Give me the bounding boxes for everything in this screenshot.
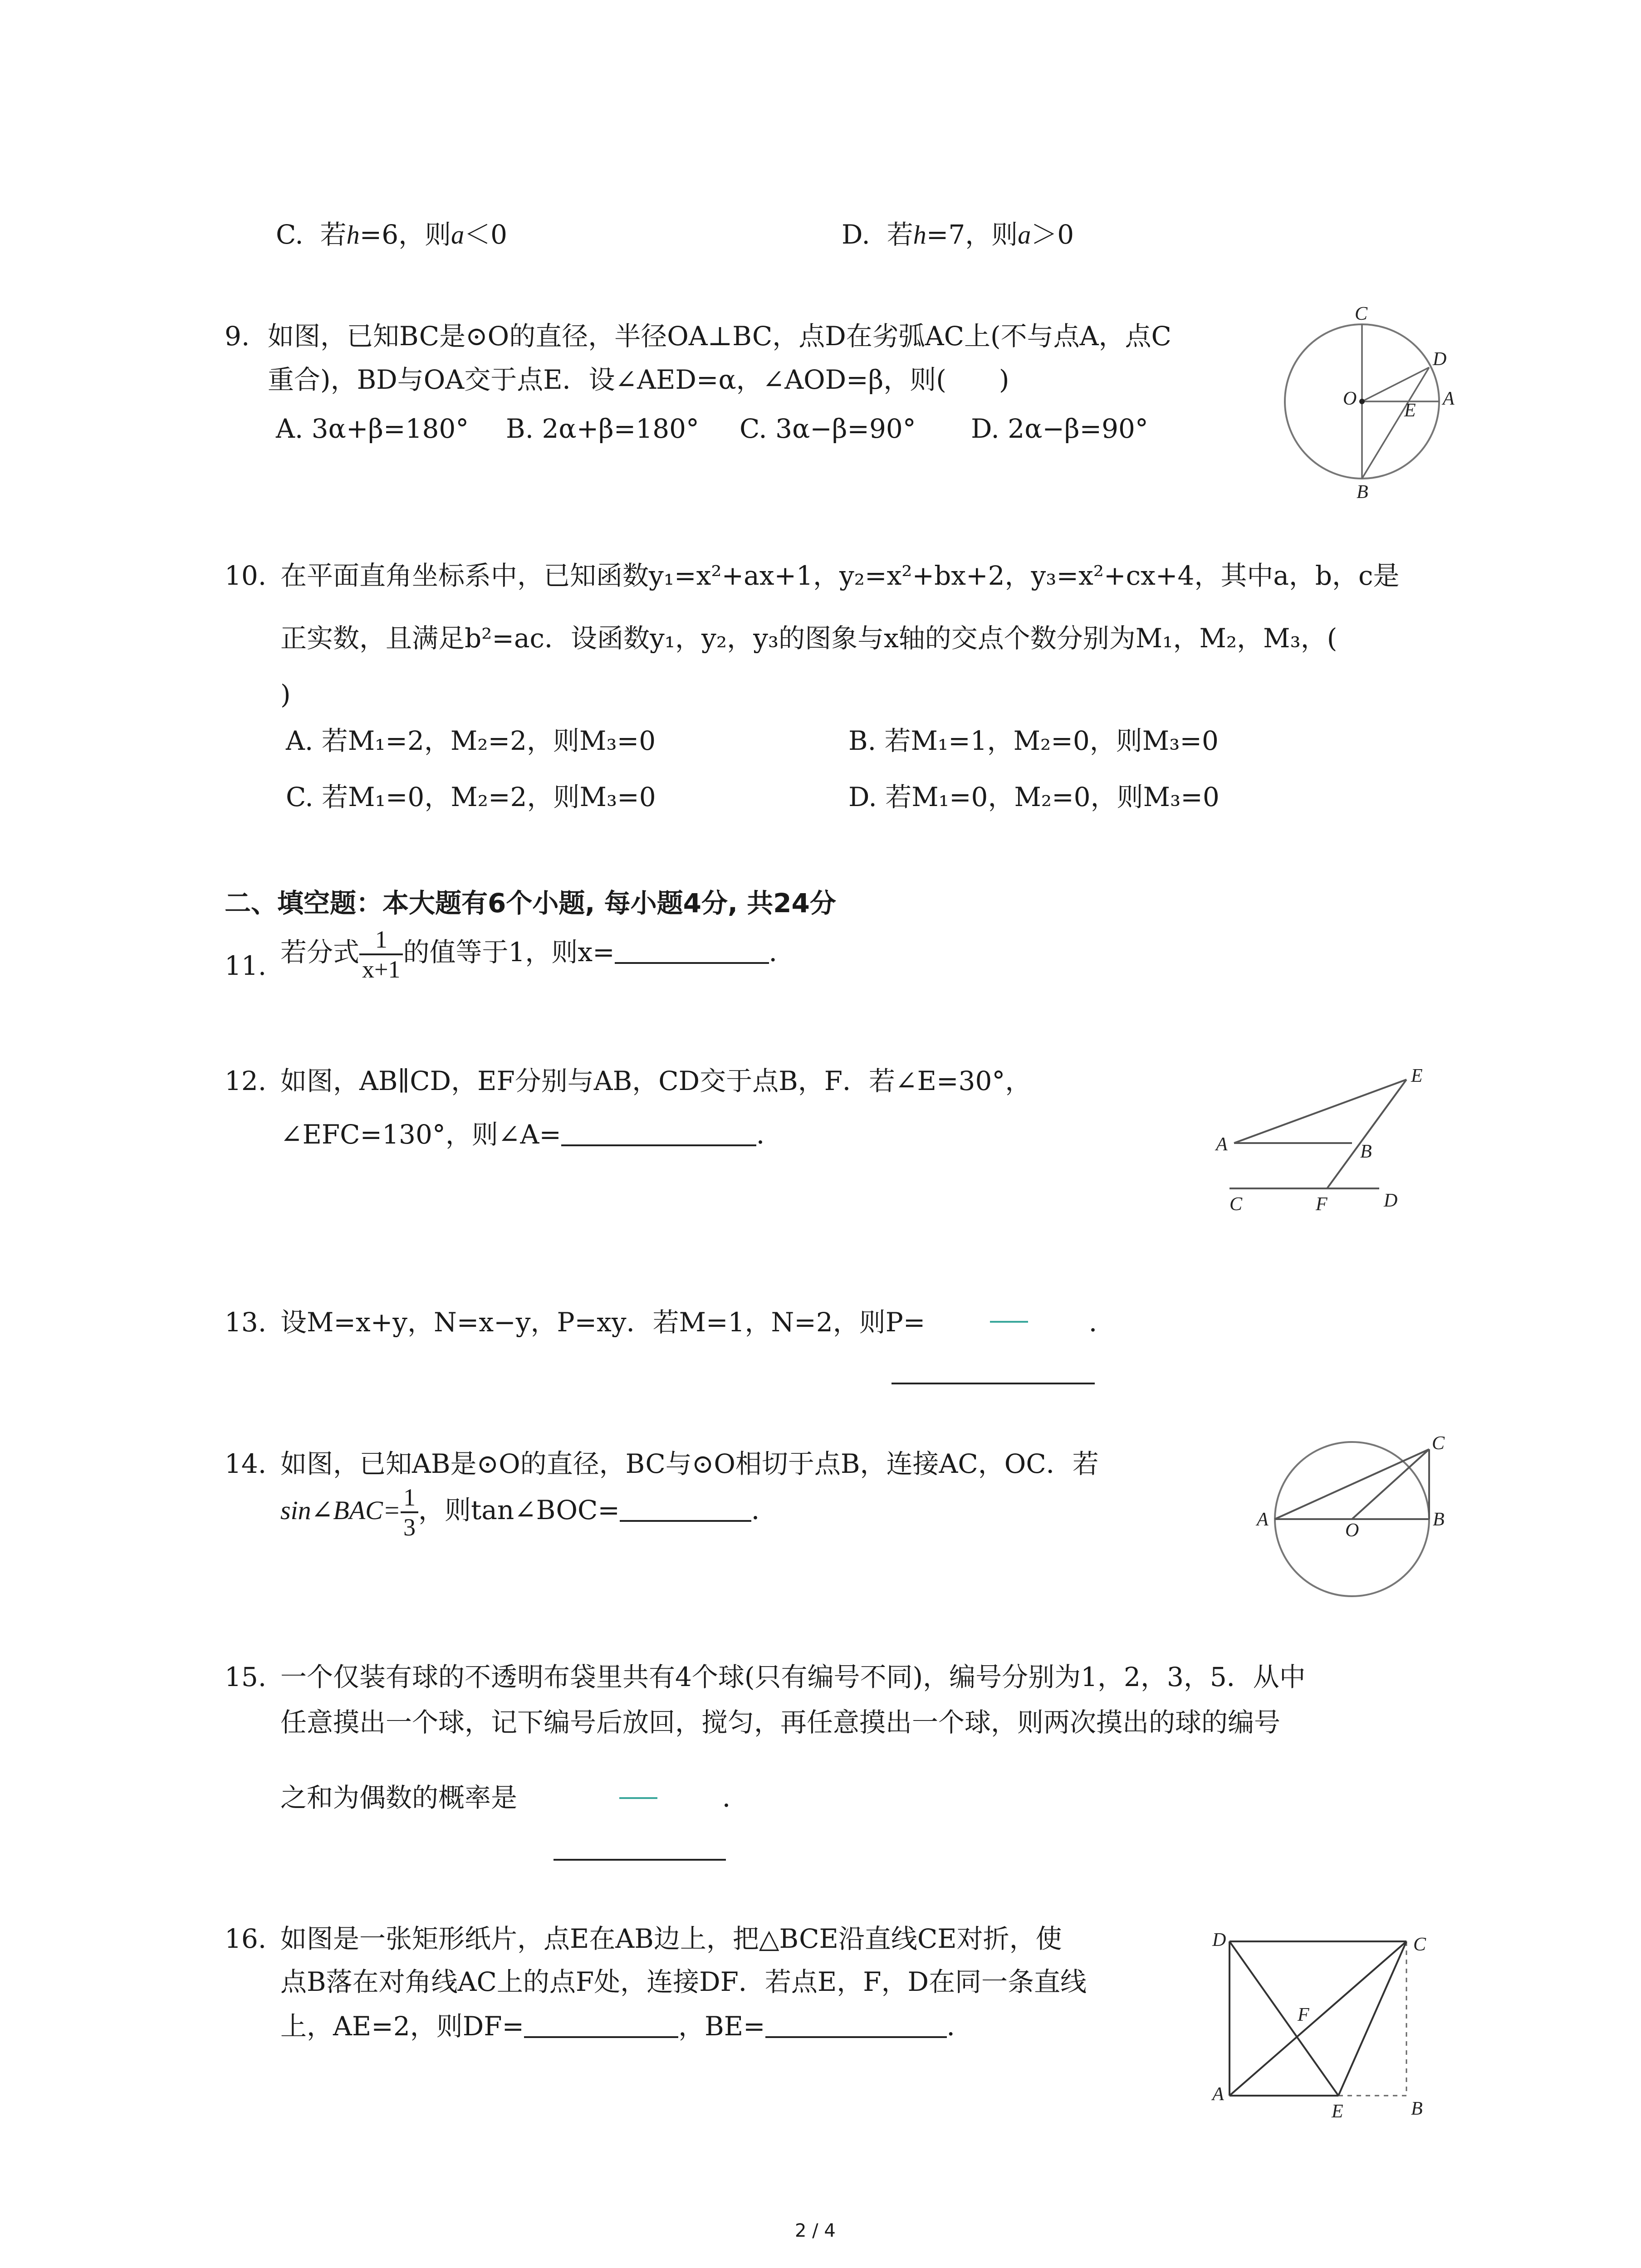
q16-line2: 点B落在对角线AC上的点F处，连接DF．若点E，F，D在同一条直线 [280, 1966, 1087, 1997]
q15-line2: 任意摸出一个球，记下编号后放回，搅匀，再任意摸出一个球，则两次摸出的球的编号 [280, 1707, 1281, 1738]
q16-label-b: B [1411, 2098, 1423, 2119]
q16-line1: 如图是一张矩形纸片，点E在AB边上，把△BCE沿直线CE对折，使 [280, 1923, 1062, 1954]
q10-line3: ) [280, 679, 291, 710]
q9-line1: 如图，已知BC是⊙O的直径，半径OA⊥BC，点D在劣弧AC上(不与点A，点C [268, 321, 1171, 352]
q9-label-b: B [1357, 482, 1368, 503]
q12-label-b: B [1360, 1141, 1372, 1162]
q16-number: 16. [225, 1923, 267, 1954]
page-number: 2 / 4 [795, 2220, 836, 2241]
q16-label-f: F [1298, 2004, 1309, 2025]
q11-fraction: $\frac{1}{x+1}$ [359, 925, 403, 983]
q9-label-d: D [1433, 349, 1447, 370]
q9-number: 9. [225, 321, 250, 352]
q13-number: 13. [225, 1307, 267, 1338]
q8-option-d: D. 若h=7，则a＞0 [842, 219, 1074, 250]
q12-label-c: C [1230, 1194, 1243, 1215]
q16-label-d: D [1212, 1930, 1226, 1950]
q12-label-f: F [1316, 1194, 1327, 1215]
q10-line1: 在平面直角坐标系中，已知函数y₁=x²+ax+1，y₂=x²+bx+2，y₃=x²+cx+4，其中a，b，c是 [280, 560, 1400, 591]
q16-df-answer-blank[interactable] [524, 2014, 678, 2038]
q9-option-a: A. 3α+β=180° [276, 413, 469, 444]
q9-label-o: O [1343, 388, 1357, 409]
q10-option-c: C. 若M₁=0，M₂=2，则M₃=0 [286, 782, 656, 812]
q11-text: 若分式 $\frac{1}{x+1}$ 的值等于1，则x= ． [280, 926, 795, 983]
section-2-title: 二、填空题：本大题有6个小题, 每小题4分, 共24分 [225, 888, 836, 919]
q10-number: 10. [225, 560, 267, 591]
q16-be-answer-blank[interactable] [765, 2014, 947, 2038]
q9-circle-figure [1261, 299, 1465, 503]
q12-label-d: D [1384, 1190, 1398, 1211]
q14-fraction: $\frac{1}{3}$ [401, 1483, 418, 1541]
q13-answer-mark [990, 1321, 1028, 1323]
q9-option-b: B. 2α+β=180° [506, 413, 699, 444]
q15-answer-mark [619, 1797, 657, 1799]
q13-answer-blank[interactable] [892, 1383, 1095, 1384]
q10-option-a: A. 若M₁=2，M₂=2，则M₃=0 [286, 725, 656, 756]
q15-number: 15. [225, 1662, 267, 1692]
q15-line1: 一个仅装有球的不透明布袋里共有4个球(只有编号不同)，编号分别为1，2，3，5．从中 [280, 1662, 1306, 1692]
q12-line1: 如图，AB∥CD，EF分别与AB，CD交于点B，F．若∠E=30°， [280, 1066, 1032, 1096]
q16-label-a: A [1212, 2084, 1224, 2105]
q10-option-d: D. 若M₁=0，M₂=0，则M₃=0 [848, 782, 1220, 812]
q15-end: ． [722, 1782, 749, 1813]
q16-line3: 上，AE=2，则DF= ，BE= ． [280, 2011, 973, 2042]
q12-label-a: A [1216, 1134, 1228, 1155]
q16-label-e: E [1332, 2101, 1343, 2122]
q12-parallel-lines-figure [1207, 1061, 1461, 1216]
q12-number: 12. [225, 1066, 267, 1096]
q16-label-c: C [1413, 1934, 1426, 1955]
q13-end: ． [1089, 1307, 1116, 1338]
q16-rectangle-fold-figure [1202, 1919, 1465, 2123]
q10-option-b: B. 若M₁=1，M₂=0，则M₃=0 [848, 725, 1219, 756]
q14-circle-tangent-figure [1252, 1431, 1470, 1613]
q9-label-c: C [1355, 303, 1368, 324]
q12-line2: ∠EFC=130°，则∠A= ． [280, 1119, 783, 1150]
q9-line2: 重合)，BD与OA交于点E．设∠AED=α，∠AOD=β，则( ) [268, 364, 1009, 395]
q15-line3: 之和为偶数的概率是 [280, 1782, 518, 1813]
q8-option-c: C. 若h=6，则a＜0 [276, 219, 508, 250]
q13-text: 设M=x+y，N=x−y，P=xy．若M=1，N=2，则P= [280, 1307, 926, 1338]
q15-answer-blank[interactable] [554, 1859, 726, 1861]
q12-answer-blank[interactable] [561, 1122, 756, 1146]
q14-line2: sin∠BAC= $\frac{1}{3}$ ，则tan∠BOC= ． [280, 1484, 778, 1541]
q11-answer-blank[interactable] [615, 939, 769, 964]
q9-option-d: D. 2α−β=90° [971, 413, 1148, 444]
q14-number: 14. [225, 1448, 267, 1479]
q9-option-c: C. 3α−β=90° [740, 413, 916, 444]
q14-label-b: B [1433, 1509, 1445, 1530]
q14-answer-blank[interactable] [620, 1497, 751, 1522]
q12-label-e: E [1411, 1066, 1423, 1086]
q14-label-c: C [1432, 1433, 1445, 1454]
q14-label-a: A [1257, 1509, 1269, 1530]
q9-label-a: A [1443, 388, 1455, 409]
q10-line2: 正实数，且满足b²=ac．设函数y₁，y₂，y₃的图象与x轴的交点个数分别为M₁，M₂，M₃，( [280, 623, 1337, 654]
q11-number: 11. [225, 950, 267, 981]
q14-label-o: O [1345, 1520, 1359, 1541]
q14-line1: 如图，已知AB是⊙O的直径，BC与⊙O相切于点B，连接AC，OC．若 [280, 1448, 1099, 1479]
q9-label-e: E [1404, 400, 1416, 421]
